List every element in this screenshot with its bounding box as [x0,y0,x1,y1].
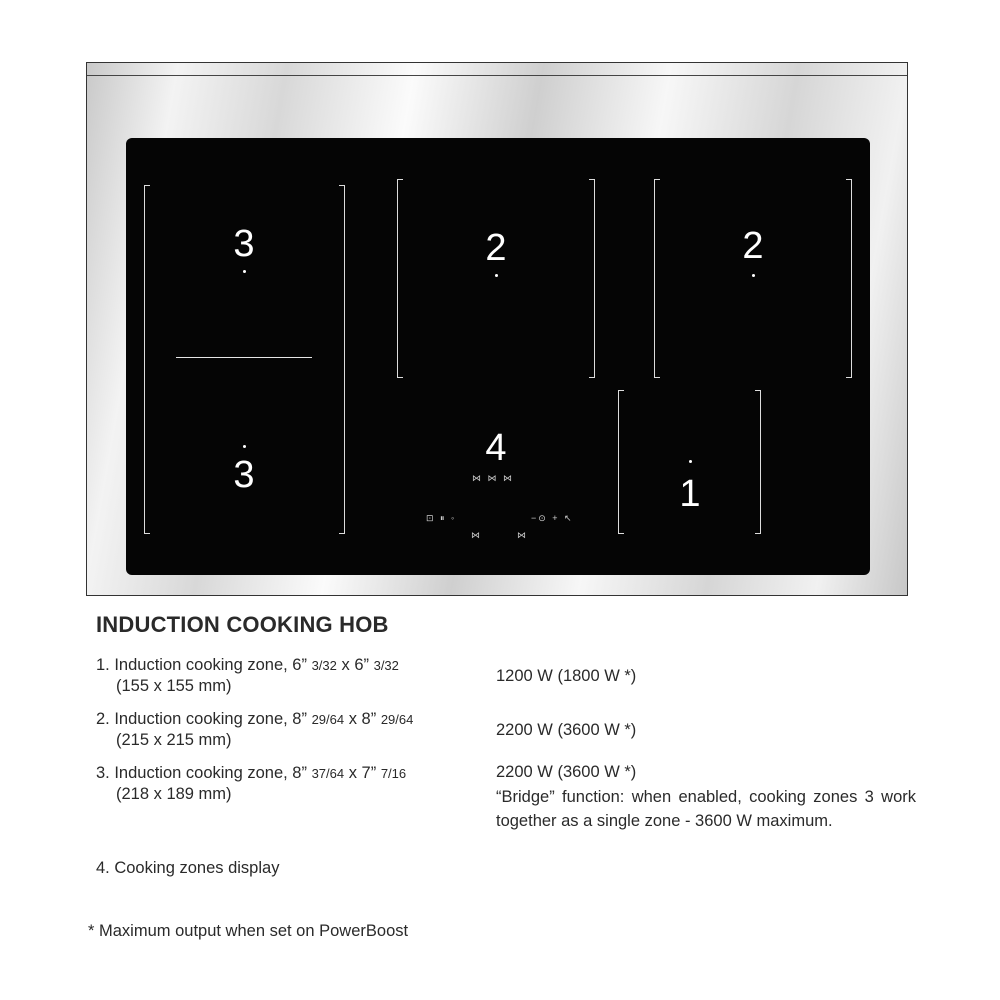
zone-middle-top-bracket-right [589,179,595,378]
display-left-controls: ⊡ ⏸ ◦ [426,513,457,523]
spec-item-1-metric: (155 x 155 mm) [116,677,232,695]
spec-item-3-metric: (218 x 189 mm) [116,785,232,803]
zone-right-top-number: 2 [742,225,764,267]
hob-glass-top [126,138,870,575]
display-bottom-left-indicator: ⋈ [471,530,482,540]
spec-item-2-metric: (215 x 215 mm) [116,731,232,749]
zone-left-bracket-left [144,185,150,534]
spec-item-2-mid: x 8” [348,710,377,728]
zone-right-bottom-dot [689,460,692,463]
zone-left-top-dot [243,270,246,273]
zone-right-bottom-number: 1 [679,473,701,515]
spec-item-3-frac-a: 37/64 [311,766,345,781]
zone-right-top-bracket-left [654,179,660,378]
spec-item-1-frac-a: 3/32 [311,658,337,673]
zone-middle-top-bracket-left [397,179,403,378]
hob-frame [86,62,908,596]
spec-item-3-power: 2200 W (3600 W *) [496,763,637,781]
spec-item-2 [96,709,413,751]
spec-item-3-mid: x 7” [348,764,377,782]
spec-item-1-power: 1200 W (1800 W *) [496,667,637,685]
zone-right-top-bracket-right [846,179,852,378]
zone-middle-top-number: 2 [485,227,507,269]
zone-middle-top-dot [495,274,498,277]
spec-item-3-bridge-note: “Bridge” function: when enabled, cooking zones 3 work together as a single zone - 3600 W maximum. [496,788,916,830]
spec-item-3 [96,763,406,805]
spec-item-1-prefix: 1. Induction cooking zone, 6” [96,656,307,674]
spec-item-2-frac-b: 29/64 [380,712,414,727]
zone-right-top-dot [752,274,755,277]
powerboost-footnote: * Maximum output when set on PowerBoost [88,922,409,940]
zone-left-bottom-number: 3 [233,454,255,496]
display-right-controls: −⊙ + ↖ [531,513,574,523]
spec-item-3-frac-b: 7/16 [380,766,407,781]
spec-item-2-frac-a: 29/64 [311,712,345,727]
zone-left-top-number: 3 [233,223,255,265]
spec-item-4: 4. Cooking zones display [96,859,280,877]
bridge-divider [176,357,312,358]
display-slider-indicators: ⋈ ⋈ ⋈ [472,473,515,483]
display-bottom-right-indicator: ⋈ [517,530,528,540]
spec-item-1-frac-b: 3/32 [373,658,399,673]
zone-right-bottom-bracket-left [618,390,624,534]
spec-item-2-power: 2200 W (3600 W *) [496,721,637,739]
zone-right-bottom-bracket-right [755,390,761,534]
zone-left-bracket-right [339,185,345,534]
zone-display-number: 4 [485,427,507,469]
spec-title: INDUCTION COOKING HOB [96,612,389,637]
zone-left-bottom-dot [243,445,246,448]
spec-item-1-mid: x 6” [341,656,369,674]
spec-item-1 [96,655,399,697]
spec-item-2-prefix: 2. Induction cooking zone, 8” [96,710,307,728]
frame-lip [87,75,907,76]
spec-item-3-prefix: 3. Induction cooking zone, 8” [96,764,307,782]
